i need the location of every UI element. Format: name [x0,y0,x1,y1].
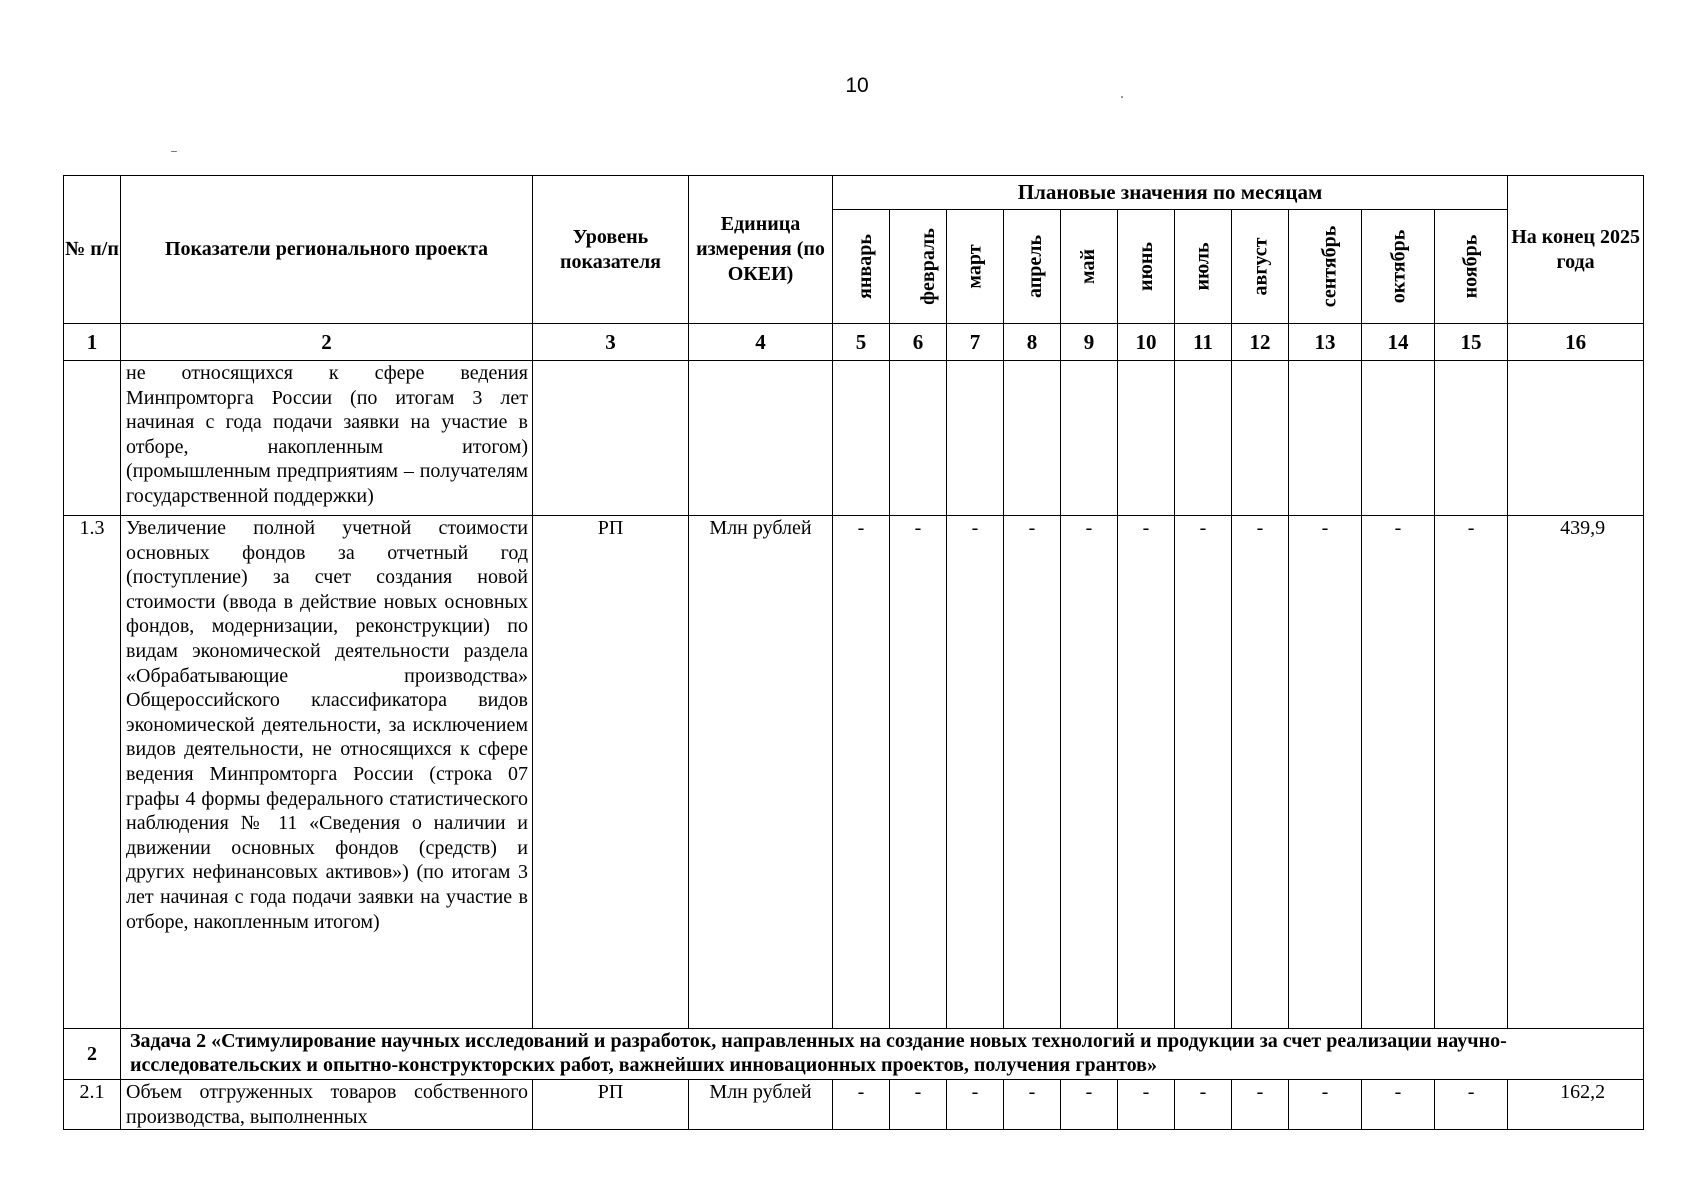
row-month-value: - [1175,1080,1232,1130]
column-number: 8 [1004,324,1061,361]
row-month-value [1232,361,1289,516]
row-month-value: - [833,516,890,1029]
column-numbers-row [64,324,1644,361]
header-month-8: август [1232,210,1289,324]
row-month-value: - [947,1080,1004,1130]
table-row [64,516,1644,1029]
page-number: 10 [845,74,869,97]
row-num [64,361,121,516]
header-month-2: февраль [890,210,947,324]
row-month-value [1004,361,1061,516]
row-month-value [1362,361,1435,516]
header-month-7: июль [1175,210,1232,324]
row-level [533,361,689,516]
row-month-value [947,361,1004,516]
column-number: 4 [689,324,833,361]
header-month-6: июнь [1118,210,1175,324]
column-number: 3 [533,324,689,361]
row-year-end-value: 162,2 [1508,1080,1644,1130]
column-number: 15 [1435,324,1508,361]
row-month-value: - [1289,516,1362,1029]
column-number: 5 [833,324,890,361]
header-month-4: апрель [1004,210,1061,324]
column-number: 10 [1118,324,1175,361]
row-month-value [833,361,890,516]
regional-project-indicators-table [63,175,1644,1130]
column-number: 9 [1061,324,1118,361]
column-number: 2 [121,324,533,361]
row-unit: Млн рублей [689,516,833,1029]
row-unit [689,361,833,516]
row-month-value: - [1362,516,1435,1029]
row-month-value: - [1061,1080,1118,1130]
header-indicator: Показатели регионального проекта [121,176,533,324]
header-year-end: На конец 2025 года [1508,176,1644,324]
column-number: 14 [1362,324,1435,361]
row-month-value [1118,361,1175,516]
row-month-value: - [1061,516,1118,1029]
scan-speck [1121,96,1123,98]
header-month-10: октябрь [1362,210,1435,324]
header-unit: Единица измерения (по ОКЕИ) [689,176,833,324]
column-number: 16 [1508,324,1644,361]
row-year-end-value [1508,361,1644,516]
header-month-1: январь [833,210,890,324]
row-month-value [1435,361,1508,516]
row-level: РП [533,1080,689,1130]
row-unit: Млн рублей [689,1080,833,1130]
row-month-value: - [1175,516,1232,1029]
task-row [64,1029,1644,1080]
row-month-value: - [1118,516,1175,1029]
row-month-value: - [1004,516,1061,1029]
row-month-value: - [890,1080,947,1130]
row-month-value: - [1289,1080,1362,1130]
column-number: 1 [64,324,121,361]
row-month-value [1289,361,1362,516]
header-month-9: сентябрь [1289,210,1362,324]
row-month-value: - [1232,1080,1289,1130]
task-title: Задача 2 «Стимулирование научных исследований и разработок, направленных на создание новых технологий и продукции за счет реализации научно-исследовательских и опытно-конструкторских работ, важнейших инновационных проектов, получения грантов» [121,1029,1644,1080]
row-month-value: - [1435,1080,1508,1130]
header-month-11: ноябрь [1435,210,1508,324]
column-number: 12 [1232,324,1289,361]
header-month-3: март [947,210,1004,324]
row-month-value [1175,361,1232,516]
row-num: 1.3 [64,516,121,1029]
header-num: № п/п [64,176,121,324]
row-year-end-value: 439,9 [1508,516,1644,1029]
row-level: РП [533,516,689,1029]
header-planned-by-month: Плановые значения по месяцам [833,176,1508,210]
header-level: Уровень показателя [533,176,689,324]
row-month-value: - [833,1080,890,1130]
row-month-value: - [1435,516,1508,1029]
row-month-value: - [1362,1080,1435,1130]
row-indicator: не относящихся к сфере ведения Минпромторга России (по итогам 3 лет начиная с года подачи заявки на участие в отборе, накопленным итогом) (промышленным предприятиям – получателям государственной поддержки) [121,361,533,516]
row-month-value: - [1004,1080,1061,1130]
table-row [64,1080,1644,1130]
task-num: 2 [64,1029,121,1080]
row-month-value: - [890,516,947,1029]
scan-speck [171,151,177,152]
column-number: 7 [947,324,1004,361]
table-row [64,361,1644,516]
row-month-value [1061,361,1118,516]
row-month-value: - [1118,1080,1175,1130]
row-month-value: - [947,516,1004,1029]
row-num: 2.1 [64,1080,121,1130]
row-indicator: Объем отгруженных товаров собственного производства, выполненных [121,1080,533,1130]
column-number: 13 [1289,324,1362,361]
column-number: 11 [1175,324,1232,361]
row-indicator: Увеличение полной учетной стоимости основных фондов за отчетный год (поступление) за счет создания новой стоимости (ввода в действие новых основных фондов, модернизации, реконструкции) по видам экономической деятельности раздела «Обрабатывающие производства» Общероссийского классификатора видов экономической деятельности, за исключением видов деятельности, не относящихся к сфере ведения Минпромторга России (строка 07 графы 4 формы федерального статистического наблюдения № 11 «Сведения о наличии и движении основных фондов (средств) и других нефинансовых активов») (по итогам 3 лет начиная с года подачи заявки на участие в отборе, накопленным итогом) [121,516,533,1029]
row-month-value: - [1232,516,1289,1029]
header-month-5: май [1061,210,1118,324]
row-month-value [890,361,947,516]
column-number: 6 [890,324,947,361]
